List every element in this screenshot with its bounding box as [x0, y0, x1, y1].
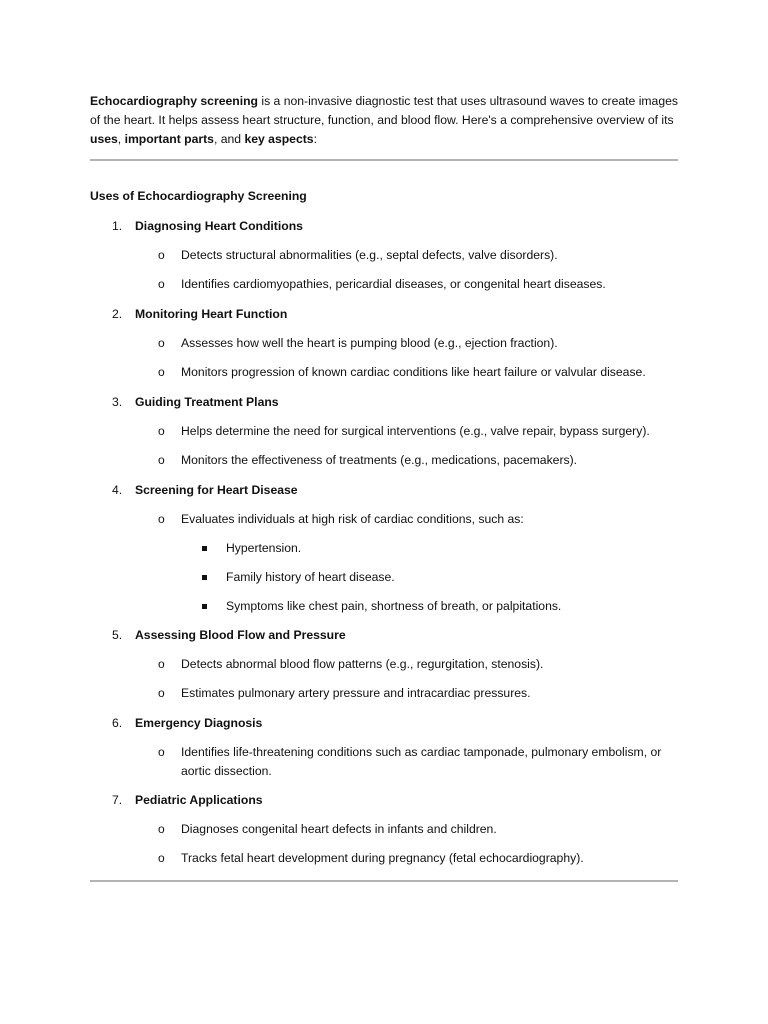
item-number: 6.	[112, 716, 123, 730]
sub-item-text: Tracks fetal heart development during pregnancy (fetal echocardiography).	[181, 851, 584, 865]
sub-sub-item-text: Family history of heart disease.	[226, 570, 395, 584]
sub-item-text: Helps determine the need for surgical interventions (e.g., valve repair, bypass surgery).	[181, 424, 650, 438]
circle-bullet-icon: o	[158, 822, 165, 836]
item-number: 1.	[112, 219, 123, 233]
item-number: 4.	[112, 483, 123, 497]
circle-bullet-icon: o	[158, 851, 165, 865]
square-bullet-icon	[202, 604, 207, 609]
intro-text-1: is a non-invasive diagnostic test that uses ultrasound waves to create images of the heart. It helps assess heart structure, function, and blood flow. Here's a comprehensive overview of its	[90, 94, 678, 127]
sub-sub-item-text: Symptoms like chest pain, shortness of breath, or palpitations.	[226, 599, 562, 613]
horizontal-rule-top	[90, 159, 678, 161]
circle-bullet-icon: o	[158, 657, 165, 671]
sub-item-text: Detects abnormal blood flow patterns (e.g., regurgitation, stenosis).	[181, 657, 544, 671]
item-title: Guiding Treatment Plans	[135, 395, 279, 409]
item-title: Screening for Heart Disease	[135, 483, 298, 497]
sub-item-text: Identifies life-threatening conditions such as cardiac tamponade, pulmonary embolism, or aortic dissection.	[181, 745, 662, 778]
sub-sub-item-text: Hypertension.	[226, 541, 302, 555]
intro-lead-term: Echocardiography screening	[90, 94, 258, 108]
sub-item-text: Estimates pulmonary artery pressure and intracardiac pressures.	[181, 686, 531, 700]
item-title: Assessing Blood Flow and Pressure	[135, 628, 346, 642]
square-bullet-icon	[202, 575, 207, 580]
square-bullet-icon	[202, 546, 207, 551]
intro-bold-aspects: key aspects	[244, 132, 314, 146]
sub-item-text: Monitors progression of known cardiac conditions like heart failure or valvular disease.	[181, 365, 646, 379]
sub-item-text: Monitors the effectiveness of treatments (e.g., medications, pacemakers).	[181, 453, 578, 467]
item-title: Monitoring Heart Function	[135, 307, 288, 321]
circle-bullet-icon: o	[158, 512, 165, 526]
section-heading: Uses of Echocardiography Screening	[90, 189, 307, 203]
item-title: Emergency Diagnosis	[135, 716, 263, 730]
intro-text-3: , and	[213, 132, 245, 146]
horizontal-rule-bottom	[90, 880, 678, 882]
sub-item-text: Diagnoses congenital heart defects in infants and children.	[181, 822, 497, 836]
circle-bullet-icon: o	[158, 365, 165, 379]
sub-item-text: Identifies cardiomyopathies, pericardial diseases, or congenital heart diseases.	[181, 277, 606, 291]
sub-item-text: Detects structural abnormalities (e.g., septal defects, valve disorders).	[181, 248, 558, 262]
circle-bullet-icon: o	[158, 336, 165, 350]
intro-bold-uses: uses	[90, 132, 118, 146]
intro-text-2: ,	[117, 132, 125, 146]
item-number: 2.	[112, 307, 123, 321]
circle-bullet-icon: o	[158, 453, 165, 467]
sub-item-text: Assesses how well the heart is pumping blood (e.g., ejection fraction).	[181, 336, 558, 350]
item-number: 5.	[112, 628, 123, 642]
circle-bullet-icon: o	[158, 424, 165, 438]
circle-bullet-icon: o	[158, 248, 165, 262]
sub-item-text: Evaluates individuals at high risk of cardiac conditions, such as:	[181, 512, 524, 526]
intro-bold-parts: important parts	[124, 132, 214, 146]
item-number: 7.	[112, 793, 123, 807]
item-number: 3.	[112, 395, 123, 409]
intro-text-4: :	[313, 132, 317, 146]
intro-paragraph	[90, 92, 680, 149]
circle-bullet-icon: o	[158, 745, 165, 759]
circle-bullet-icon: o	[158, 686, 165, 700]
item-title: Pediatric Applications	[135, 793, 263, 807]
item-title: Diagnosing Heart Conditions	[135, 219, 303, 233]
circle-bullet-icon: o	[158, 277, 165, 291]
